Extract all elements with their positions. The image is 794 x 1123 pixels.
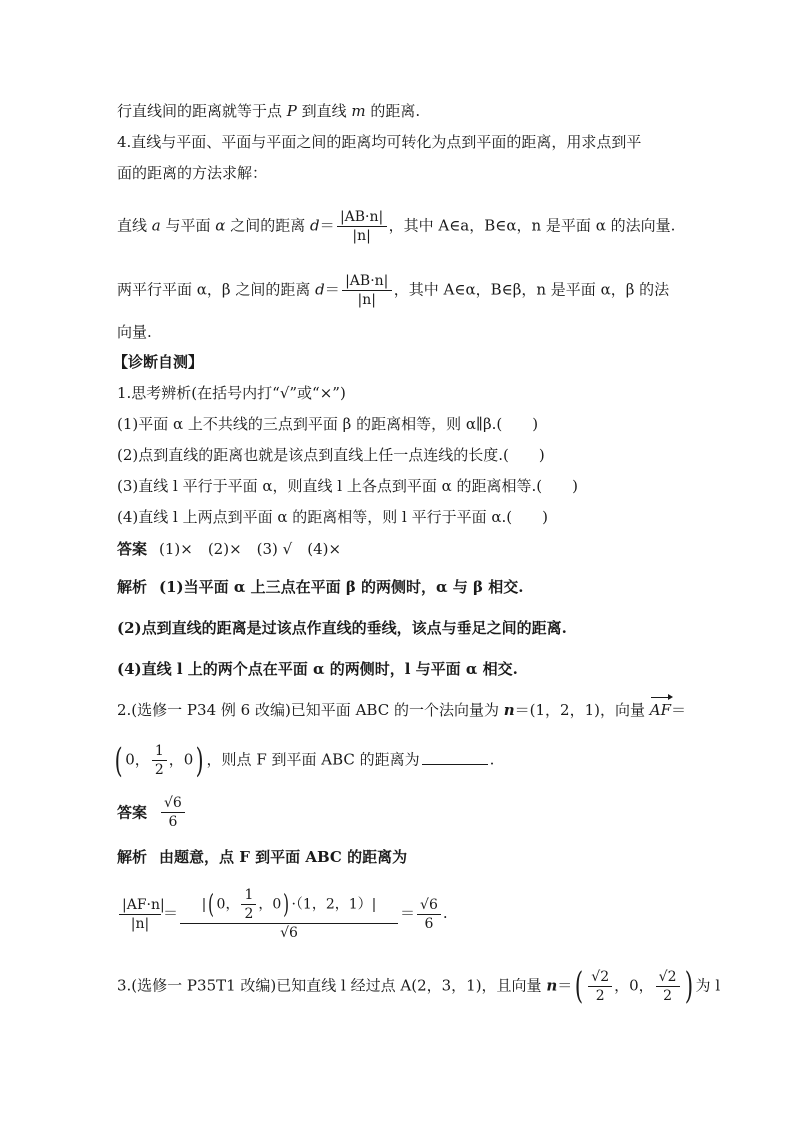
numerator: 1 xyxy=(154,743,164,759)
text: 0， xyxy=(216,896,240,913)
text: ·（1，2，1） xyxy=(291,896,372,913)
answer-label: 答案 xyxy=(117,803,148,822)
text: 的距离. xyxy=(365,102,421,120)
vector-n: n xyxy=(546,976,558,995)
text-line-3: 面的距离的方法求解： xyxy=(117,164,268,182)
text: 之间的距离 xyxy=(225,216,310,235)
right-paren: ) xyxy=(684,965,693,1007)
fraction xyxy=(161,794,185,831)
left-paren: ( xyxy=(114,740,123,781)
answer-1 xyxy=(117,539,341,559)
denominator: √6 xyxy=(180,923,398,942)
fraction-main xyxy=(180,886,398,942)
text: 2.(选修一 P34 例 6 改编)已知平面 ABC 的一个法向量为 xyxy=(117,701,504,719)
left-paren: ( xyxy=(208,889,215,920)
text: ＝(1，2，1)，向量 xyxy=(514,701,650,719)
question-3 xyxy=(117,965,721,1012)
text: ＝ xyxy=(324,280,340,299)
text-line-vector: 向量. xyxy=(117,323,152,341)
var: α xyxy=(215,216,226,235)
answer-text: (1)× (2)× (3) √ (4)× xyxy=(159,540,342,558)
explanation-1 xyxy=(117,577,523,597)
numerator: √6 xyxy=(164,795,182,811)
fraction xyxy=(152,742,167,779)
denominator: |n| xyxy=(119,914,161,933)
right-paren: ) xyxy=(195,740,204,781)
denominator: 6 xyxy=(161,812,185,831)
question-1-1: (1)平面 α 上不共线的三点到平面 β 的距离相等，则 α∥β.( ) xyxy=(117,415,539,433)
var: d xyxy=(309,216,320,235)
numerator: |( 0， $\frac{1}{2}$ ，0) ·（1，2，1）| xyxy=(201,887,377,922)
denominator: 2 xyxy=(241,904,256,923)
text: ＝ xyxy=(163,904,179,922)
question-1-3: (3)直线 l 平行于平面 α，则直线 l 上各点到平面 α 的距离相等.( ) xyxy=(117,477,578,495)
denominator: 6 xyxy=(417,914,441,933)
denominator: |n| xyxy=(342,290,392,309)
text: ，其中 A∈α，B∈β，n 是平面 α，β 的法 xyxy=(393,280,670,299)
vector-af: AF xyxy=(649,701,671,719)
explanation-label: 解析 xyxy=(117,848,148,866)
numerator: |AF·n| xyxy=(122,896,165,913)
var: a xyxy=(151,216,161,235)
denominator: 2 xyxy=(152,760,167,779)
calc-line xyxy=(117,886,448,956)
formula-line-planes xyxy=(117,272,669,312)
text: 为 l xyxy=(695,976,721,995)
explanation-text: (1)当平面 α 上三点在平面 β 的两侧时，α 与 β 相交. xyxy=(159,578,524,596)
answer-2 xyxy=(117,794,187,834)
period: . xyxy=(442,904,448,922)
numerator: |AB·n| xyxy=(339,209,384,225)
var: d xyxy=(315,280,325,299)
question-1: 1.思考辨析(在括号内打“√”或“×”) xyxy=(117,384,346,402)
text-line-1 xyxy=(117,101,420,121)
section-heading: 【诊断自测】 xyxy=(113,353,204,371)
text: ＝ xyxy=(400,904,416,922)
answer-blank xyxy=(422,750,488,765)
text: ＝ xyxy=(671,701,687,719)
numerator: √2 xyxy=(591,969,610,985)
denominator: 2 xyxy=(656,986,680,1005)
text: 到直线 xyxy=(296,102,352,120)
explanation-2: (2)点到直线的距离是过该点作直线的垂线，该点与垂足之间的距离. xyxy=(117,619,567,637)
question-2 xyxy=(117,700,686,720)
numerator: √2 xyxy=(658,969,677,985)
vector-n: n xyxy=(503,701,515,719)
fraction xyxy=(241,886,256,923)
explanation-text: 由题意，点 F 到平面 ABC 的距离为 xyxy=(159,848,408,866)
text: ，其中 A∈a，B∈α，n 是平面 α 的法向量. xyxy=(388,216,676,235)
question-2-cont xyxy=(112,742,494,782)
question-1-2: (2)点到直线的距离也就是该点到直线上任一点连线的长度.( ) xyxy=(117,446,545,464)
explanation-3: (4)直线 l 上的两个点在平面 α 的两侧时，l 与平面 α 相交. xyxy=(117,660,518,678)
denominator: |n| xyxy=(337,226,387,245)
var-p: P xyxy=(286,102,297,120)
text: 行直线间的距离就等于点 xyxy=(117,102,287,120)
left-paren: ( xyxy=(575,965,584,1007)
text: 与平面 xyxy=(160,216,216,235)
fraction xyxy=(337,208,387,245)
fraction xyxy=(656,968,680,1005)
text: ，则点 F 到平面 ABC 的距离为 xyxy=(206,750,420,769)
numerator: √6 xyxy=(420,896,438,913)
text: ，0， xyxy=(614,976,654,995)
text: 3.(选修一 P35T1 改编)已知直线 l 经过点 A(2，3，1)，且向量 xyxy=(117,976,547,995)
explanation-label: 解析 xyxy=(117,578,148,596)
formula-line-plane xyxy=(117,208,675,248)
text-line-2: 4.直线与平面、平面与平面之间的距离均可转化为点到平面的距离，用求点到平 xyxy=(117,133,642,151)
denominator: 2 xyxy=(588,986,612,1005)
explanation-4 xyxy=(117,847,407,867)
text: 0， xyxy=(125,750,150,769)
text: 直线 xyxy=(117,216,152,235)
text: ，0 xyxy=(168,750,194,769)
text: 两平行平面 α，β 之间的距离 xyxy=(117,280,316,299)
text: ＝ xyxy=(319,216,335,235)
fraction xyxy=(588,968,612,1005)
answer-label: 答案 xyxy=(117,540,148,558)
text: ＝ xyxy=(557,976,573,995)
question-1-4: (4)直线 l 上两点到平面 α 的距离相等，则 l 平行于平面 α.( ) xyxy=(117,508,548,526)
fraction-result xyxy=(417,896,441,933)
fraction xyxy=(342,272,392,309)
numerator: |AB·n| xyxy=(345,273,389,289)
fraction-left xyxy=(119,896,165,933)
var-m: m xyxy=(351,102,366,120)
right-paren: ) xyxy=(283,889,290,920)
text: ，0 xyxy=(258,896,282,913)
period: . xyxy=(489,750,495,769)
numerator: 1 xyxy=(244,887,254,903)
